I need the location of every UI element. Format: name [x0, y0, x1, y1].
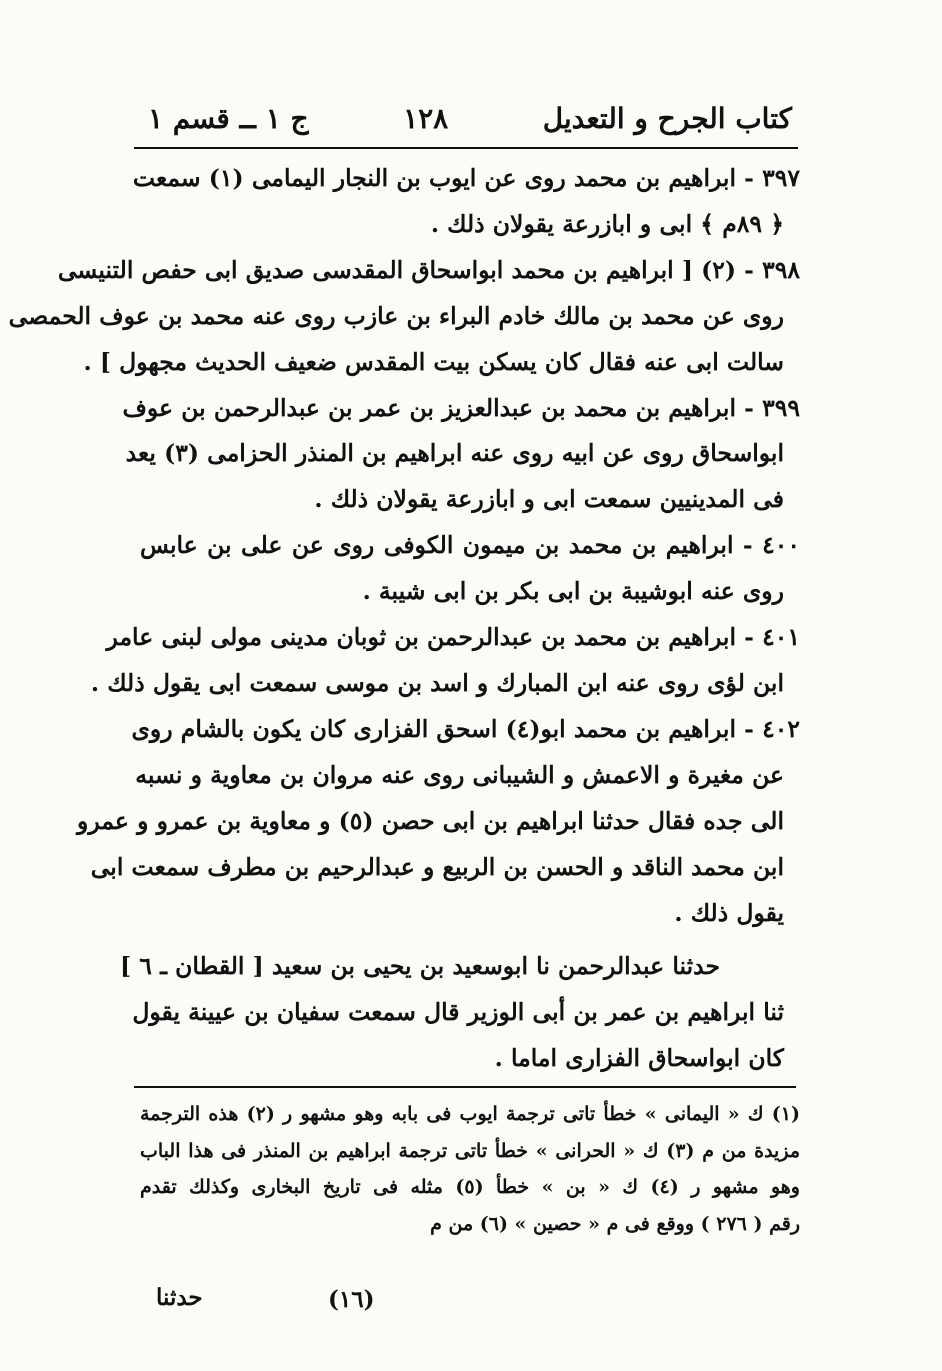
text-line: ابواسحاق روى عن ابيه روى عنه ابراهيم بن المنذر الحزامى (٣) يعد	[125, 439, 784, 468]
footnotes	[140, 1096, 800, 1242]
entry-397	[132, 156, 800, 248]
footnote-rule	[134, 1086, 796, 1088]
text-line: ﴿ ٨٩م ﴾ ابى و ابازرعة يقولان ذلك .	[430, 209, 784, 238]
text-line: سالت ابى عنه فقال كان يسكن بيت المقدس ضعيف الحديث مجهول ] .	[83, 347, 784, 376]
text-line: روى عنه ابوشيبة بن ابى بكر بن ابى شيبة .	[362, 577, 784, 606]
header-rule	[134, 147, 798, 149]
text-line: روى عن محمد بن مالك خادم البراء بن عازب روى عنه محمد بن عوف الحمصى	[8, 301, 784, 330]
page-footer	[148, 1278, 788, 1318]
footnote-line: (١) ك « اليمانى » خطأ تاتى ترجمة ايوب فى بابه وهو مشهو ر (٢) هذه الترجمة	[140, 1103, 800, 1125]
text-line: ٤٠٠ - ابراهيم بن محمد بن ميمون الكوفى روى عن على بن عابس	[140, 531, 800, 560]
entry-401	[90, 615, 800, 707]
page-number: ١٢٨	[403, 101, 449, 135]
volume-label: ج ١ ــ قسم ١	[148, 101, 309, 135]
text-line: ابن لؤى روى عنه ابن المبارك و اسد بن موسى سمعت ابى يقول ذلك .	[90, 668, 784, 697]
text-line: عن مغيرة و الاعمش و الشيبانى روى عنه مروان بن معاوية و نسبه	[135, 760, 784, 789]
footnote-line: مزيدة من م (٣) ك « الحرانى » خطأ تاتى ترجمة ابراهيم بن المنذر فى هذا الباب	[140, 1139, 800, 1162]
text-line: ٤٠٢ - ابراهيم بن محمد ابو(٤) اسحق الفزارى كان يكون بالشام روى	[131, 714, 800, 743]
text-line: ٣٩٧ - ابراهيم بن محمد روى عن ايوب بن النجار اليمامى (١) سمعت	[132, 164, 800, 192]
signature-mark: (١٦)	[328, 1286, 375, 1313]
text-line: ثنا ابراهيم بن عمر بن أبى الوزير قال سمعت سفيان بن عيينة يقول	[132, 998, 784, 1027]
text-line: الى جده فقال حدثنا ابراهيم بن ابى حصن (٥) و معاوية بن عمرو و عمرو	[77, 806, 784, 835]
entry-398	[8, 248, 800, 386]
entry-402	[77, 707, 800, 937]
footnote-line: رقم ( ٢٧٦ ) ووقع فى م « حصين » (٦) من م	[430, 1212, 800, 1235]
entry-399	[122, 386, 800, 524]
text-line: كان ابواسحاق الفزارى اماما .	[494, 1044, 784, 1073]
text-line: ابن محمد الناقد و الحسن بن الربيع و عبدالرحيم بن مطرف سمعت ابى	[90, 852, 784, 881]
text-line: ٣٩٨ - (٢) [ ابراهيم بن محمد ابواسحاق المقدسى صديق ابى حفص التنيسى	[57, 255, 800, 284]
text-line: ٣٩٩ - ابراهيم بن محمد بن عبدالعزيز بن عمر بن عبدالرحمن بن عوف	[122, 393, 800, 422]
main-text	[8, 156, 800, 1082]
text-line: فى المدينيين سمعت ابى و ابازرعة يقولان ذلك .	[314, 485, 784, 514]
quoted-report	[119, 944, 800, 1082]
text-line: حدثنا عبدالرحمن نا ابوسعيد بن يحيى بن سعيد [ القطان ـ ٦ ]	[119, 952, 720, 981]
running-header	[148, 96, 792, 140]
entry-400	[140, 523, 800, 615]
text-line: يقول ذلك .	[674, 898, 784, 927]
catchword: حدثنا	[156, 1284, 203, 1311]
book-title: كتاب الجرح و التعديل	[542, 101, 792, 135]
footnote-line: وهو مشهو ر (٤) ك « بن » خطأ (٥) مثله فى تاريخ البخارى وكذلك تقدم	[140, 1176, 800, 1198]
text-line: ٤٠١ - ابراهيم بن محمد بن عبدالرحمن بن ثوبان مدينى مولى لبنى عامر	[106, 623, 800, 652]
